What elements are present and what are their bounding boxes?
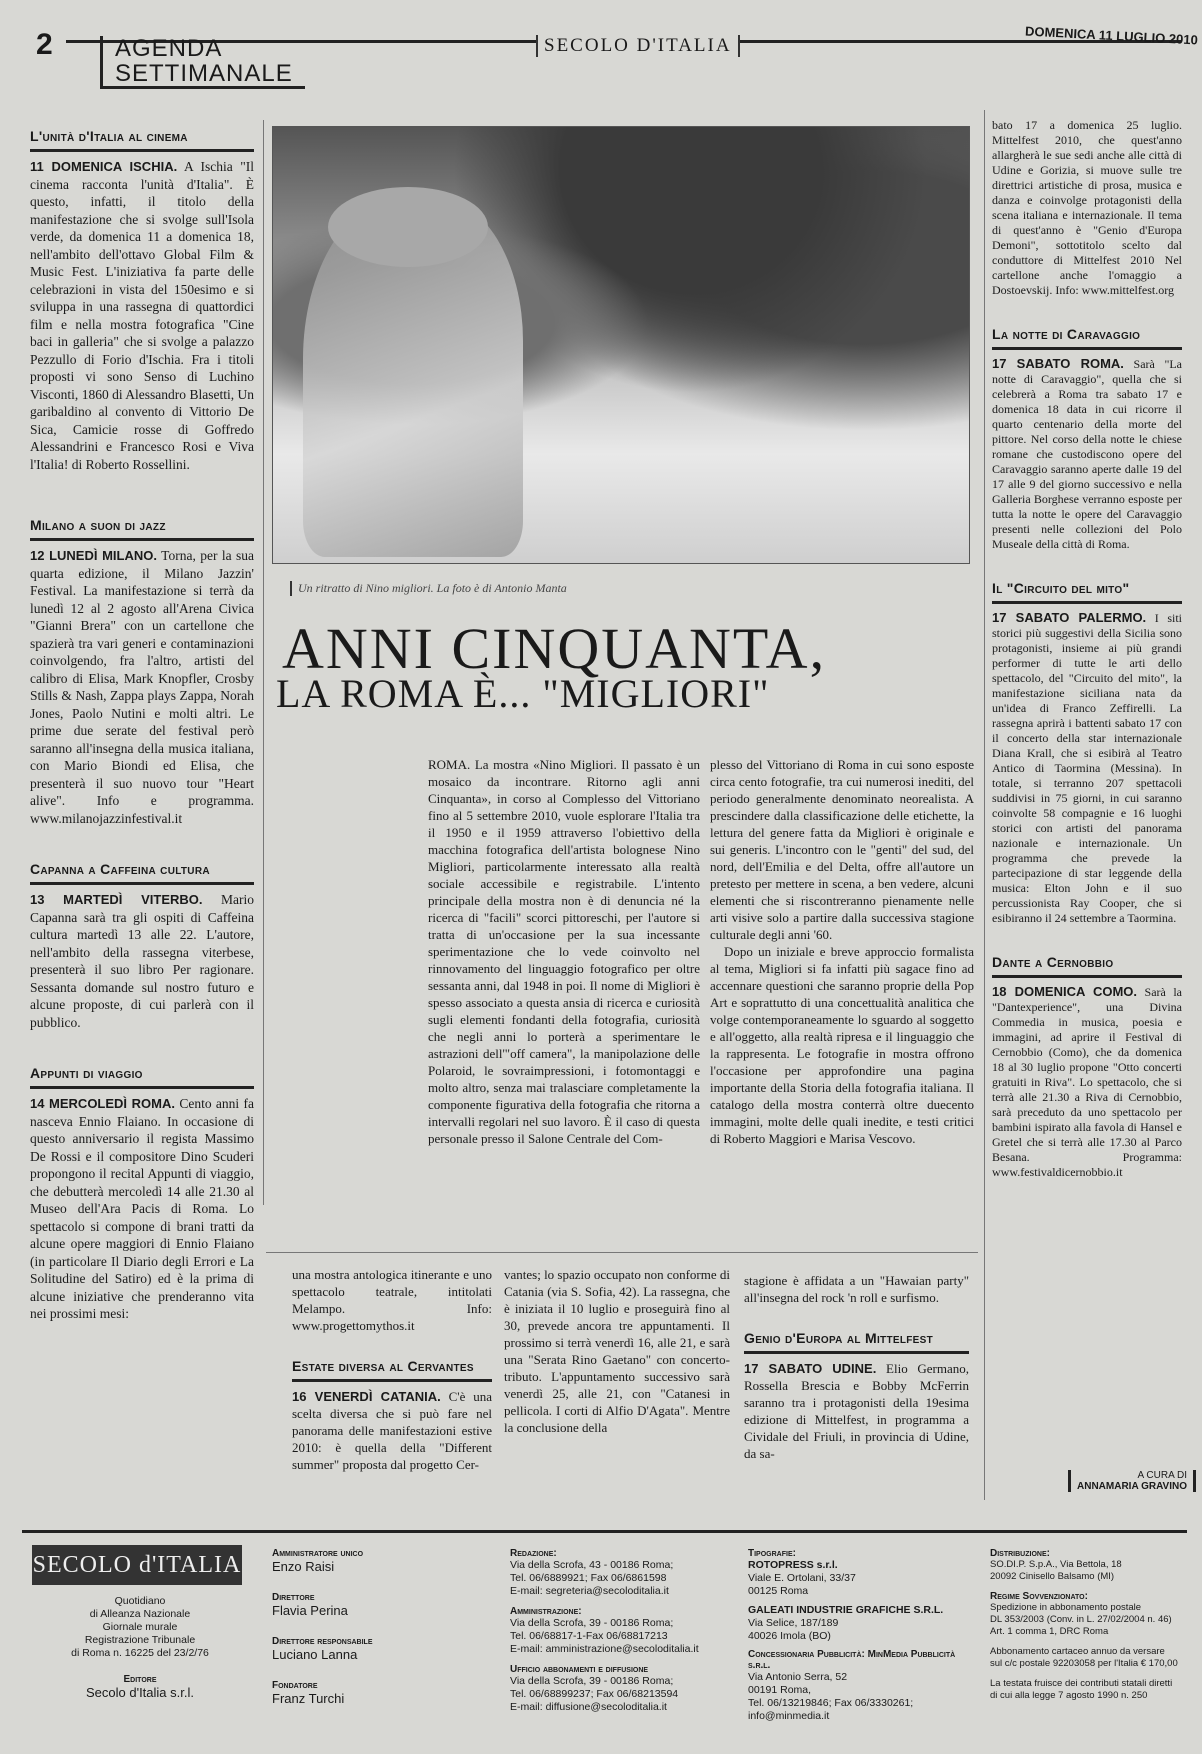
news-lead: 18 DOMENICA COMO. — [992, 984, 1138, 999]
article-paragraph: Dopo un iniziale e breve approccio formalista al tema, Migliori si fa infatti più sagace fino ad accennare questioni che saranno proprie della Pop Art e soprattutto di una concettualità analitica che volge contemporaneamente lo sguardo al soggetto e all'oggetto, alla realtà ripresa e il linguaggio che la rappresenta. Le fotografie in mostra offrono l'occasione per approfondire una pagina importante della Storia della fotografia italiana. Il catalogo della mostra conterrà oltre duecento immagini, molte delle quali inedite, e testi critici di Roberto Maggiori e Marisa Vescovo. — [710, 944, 974, 1146]
news-lead: 17 SABATO UDINE. — [744, 1361, 877, 1376]
article-paragraph: plesso del Vittoriano di Roma in cui sono esposte circa cento fotografie, tra cui numerosi inediti, del periodo generalmente denominato neorealista. A prescindere dalla classificazione delle etichette, la lettura del genere fatta da Migliori è originale e sui generis. L'incontro con le "genti" del sud, del nord, dell'Emilia e del Delta, offre all'autore un pretesto per mettere in scena, a ben vedere, alcuni elementi che si riscontreranno pienamente nelle arti visive solo a partire dalla successiva stagione culturale degli anni '60. — [710, 757, 974, 942]
news-lead: 16 VENERDÌ CATANIA. — [292, 1389, 441, 1404]
distribution — [990, 1548, 1190, 1702]
info-heading: Editore — [123, 1674, 157, 1685]
news-body — [30, 158, 254, 473]
info-value: Secolo d'Italia s.r.l. — [86, 1685, 194, 1700]
publication-info — [60, 1595, 220, 1700]
title-rule — [992, 601, 1182, 604]
news-title: Estate diversa al Cervantes — [292, 1358, 474, 1374]
article-photo — [272, 126, 970, 564]
byline-label: A CURA DI — [1137, 1470, 1187, 1481]
news-text: Elio Germano, Rossella Brescia e Bobby McFerrin saranno tra i protagonisti della 19esima edizione di Mittelfest, in programma a Cividale del Friuli, in provincia di Udine, da sa- — [744, 1361, 970, 1461]
staff-role: Direttore responsabile — [272, 1636, 373, 1647]
staff-name: Enzo Raisi — [272, 1559, 335, 1574]
printer-line: Viale E. Ortolani, 33/37 — [748, 1572, 856, 1584]
contact-heading: Ufficio abbonamenti e diffusione — [510, 1664, 649, 1675]
news-body — [992, 984, 1182, 1180]
dist-line: DL 353/2003 (Conv. in L. 27/02/2004 n. 46) — [990, 1614, 1172, 1625]
news-title: La notte di Caravaggio — [992, 326, 1141, 342]
contact-line: E-mail: segreteria@secoloditalia.it — [510, 1585, 669, 1597]
byline-box — [1068, 1470, 1196, 1492]
news-lead: 14 MERCOLEDÌ ROMA. — [30, 1096, 175, 1111]
title-rule — [30, 149, 254, 152]
news-item — [30, 517, 254, 827]
staff-role: Amministratore unico — [272, 1548, 364, 1559]
contact-line: Via della Scrofa, 43 - 00186 Roma; — [510, 1559, 674, 1571]
news-body — [30, 547, 254, 827]
dist-heading: Regime Sovvenzionato: — [990, 1591, 1088, 1602]
title-rule — [744, 1351, 969, 1354]
news-item — [30, 1065, 254, 1323]
news-text: stagione è affidata a un "Hawaian party" all'insegna del rock 'n roll e surfismo. — [744, 1273, 969, 1305]
staff-name: Flavia Perina — [272, 1603, 348, 1618]
section-title-line1: AGENDA — [115, 35, 223, 62]
printers — [748, 1548, 968, 1723]
section-title-line2: SETTIMANALE — [115, 60, 293, 87]
news-text: Cento anni fa nasceva Ennio Flaiano. In occasione di questo anniversario il regista Massimo De Rossi e il compositore Dino Scuderi propongono il recital Appunti di viaggio, che debutterà mercoledì 14 alle 21.30 al Museo dell'Ara Pacis di Roma. Lo spettacolo si compone di brani tratti da alcune opere maggiori di Ennio Flaiano (in particolare Il Diario degli Errori e La Solitudine del Satiro) ed è la prima di alcune iniziative che prenderanno vita nei prossimi mesi: — [30, 1096, 255, 1321]
news-lead: 11 DOMENICA ISCHIA. — [30, 159, 178, 174]
dist-line: La testata fruisce dei contributi statali diretti — [990, 1678, 1173, 1689]
news-title: Genio d'Europa al Mittelfest — [744, 1330, 933, 1346]
column-divider — [984, 110, 985, 1500]
news-item — [30, 128, 254, 473]
title-rule — [30, 882, 254, 885]
contacts — [510, 1548, 735, 1714]
news-item — [30, 861, 254, 1031]
news-lead: 17 SABATO PALERMO. — [992, 610, 1147, 625]
dist-line: sul c/c postale 92203058 per l'Italia € 170,00 — [990, 1658, 1178, 1669]
headline-line1: ANNI CINQUANTA, — [282, 616, 827, 681]
staff-list — [272, 1548, 472, 1706]
staff-role: Fondatore — [272, 1680, 318, 1691]
bottom-column-1 — [292, 1266, 492, 1473]
dist-line: di cui alla legge 7 agosto 1990 n. 250 — [990, 1690, 1148, 1701]
news-text: bato 17 a domenica 25 luglio. Mittelfest 2010, che quest'anno allargherà le sue sedi anche alle città di Udine e Gorizia, si muove sulle tre direttrici artistiche di prosa, musica e danza e coinvolge protagonisti della scena italiana e internazionale. Il tema di quest'anno è "Genio d'Europa Demoni", sottotitolo scelto dal conduttore di Mittelfest 2010 Nel cartellone anche l'omaggio a Dostoevskij. Info: www.mittelfest.org — [992, 118, 1182, 297]
byline-author: ANNAMARIA GRAVINO — [1077, 1481, 1187, 1492]
printer-line: Tel. 06/13219846; Fax 06/3330261; — [748, 1697, 914, 1709]
staff-name: Luciano Lanna — [272, 1647, 358, 1662]
contact-line: E-mail: amministrazione@secoloditalia.it — [510, 1643, 699, 1655]
headline-line2: LA ROMA È... "MIGLIORI" — [276, 671, 770, 716]
info-line: Giornale murale — [102, 1621, 178, 1633]
dist-line: SO.DI.P. S.p.A., Via Bettola, 18 — [990, 1559, 1122, 1570]
news-body — [292, 1388, 492, 1473]
news-text: una mostra antologica itinerante e uno spettacolo teatrale, intitolati Melampo. Info: www.progettomythos.it — [292, 1267, 492, 1333]
footer-logo: SECOLO d'ITALIA — [32, 1545, 242, 1585]
news-title: Dante a Cernobbio — [992, 954, 1114, 970]
bottom-column-2: vantes; lo spazio occupato non conforme di Catania (via S. Sofia, 42). La rassegna, che è iniziata il 10 luglio e proseguirà fino al 30, prevede ancora tre appuntamenti. Il prossimo si terrà venerdì 16, alle 21, e sarà una "Serata Rino Gaetano" con concerto-tributo. L'appuntamento successivo sarà venerdì 25, alle 21, con "Catanesi in pellicola. I corti di Alfio D'Agata". Mentre la conclusione della — [504, 1267, 730, 1435]
news-body — [744, 1360, 969, 1462]
contact-line: E-mail: diffusione@secoloditalia.it — [510, 1701, 667, 1713]
column-divider — [263, 120, 264, 1205]
news-title: Milano a suon di jazz — [30, 517, 166, 533]
contact-line: Tel. 06/68899237; Fax 06/68213594 — [510, 1688, 679, 1700]
printer-heading: Concessionaria Pubblicità: MinMedia Pubblicità s.r.l. — [748, 1649, 956, 1671]
news-text: Sarà la "Dantexperience", una Divina Commedia in musica, poesia e immagini, ad aprire il Festival di Cernobbio (Como), che da domenica 18 al 30 luglio propone "Otto concerti gratuiti in Riva". Lo spettacolo, che si terrà alle 21.30 a Riva di Cernobbio, sarà preceduto da uno spettacolo per bambini ispirato alla favola di Hansel e Gretel che si terrà alle 17.30 al Parco Besana. Programma: www.festivaldicernobbio.it — [992, 985, 1183, 1179]
contact-line: Via della Scrofa, 39 - 00186 Roma; — [510, 1617, 674, 1629]
dist-heading: Distribuzione: — [990, 1548, 1050, 1559]
info-line: di Roma n. 16225 del 23/2/76 — [71, 1647, 209, 1659]
news-lead: 13 MARTEDÌ VITERBO. — [30, 892, 203, 907]
article-column-2 — [710, 756, 974, 1147]
dist-line: Abbonamento cartaceo annuo da versare — [990, 1646, 1165, 1657]
section-title — [100, 36, 305, 89]
contact-line: Tel. 06/6889921; Fax 06/6861598 — [510, 1572, 667, 1584]
article-column-1: ROMA. La mostra «Nino Migliori. Il passato è un mosaico da incontrare. Ritorno agli anni Cinquanta», in corso al Complesso del Vittoriano fino al 5 settembre 2010, vuole esplorare l'Italia tra il 1950 e il 1959 attraverso l'obiettivo della macchina fotografica dell'artista bolognese Nino Migliori, particolarmente interessato alla realtà sociale accessibile e registrabile. L'intento principale della mostra non è di denuncia né la ricerca di "facili" scorci pittoreschi, per l'autore si tratta di un'occasione per la sua incessante sperimentazione che lo vede coinvolto nel rinnovamento del linguaggio fotografico per oltre sessanta anni, dal 1948 in poi. Il nome di Migliori è spesso associato a questa ansia di ricerca e curiosità sugli elementi fondanti della fotografia, curiosità che negli anni lo porterà a sperimentare le astrazioni dell'"off camera", la manipolazione delle Polaroid, le sovraimpressioni, i fotomontaggi e molto altro, senza mai tralasciare completamente la componente figurativa della fotografia che ritorna a intervalli regolari nel suo lavoro. È il caso di questa personale presso il Salone Centrale del Com- — [428, 757, 700, 1146]
printer-line: info@minmedia.it — [748, 1710, 830, 1722]
contact-line: Tel. 06/68817-1-Fax 06/68817213 — [510, 1630, 668, 1642]
title-rule — [30, 538, 254, 541]
info-line: Quotidiano — [114, 1595, 166, 1607]
news-body — [992, 610, 1182, 926]
news-body — [30, 891, 254, 1031]
news-body — [992, 356, 1182, 552]
printer-line: Via Selice, 187/189 — [748, 1617, 839, 1629]
bottom-column-3 — [744, 1272, 969, 1462]
title-rule — [992, 347, 1182, 350]
printer-line: 00125 Roma — [748, 1585, 809, 1597]
printer-line: 40026 Imola (BO) — [748, 1630, 831, 1642]
news-body — [30, 1095, 254, 1323]
news-lead: 17 SABATO ROMA. — [992, 356, 1124, 371]
right-column — [992, 118, 1182, 1180]
dist-line: 20092 Cinisello Balsamo (MI) — [990, 1571, 1115, 1582]
left-column — [30, 128, 254, 1323]
news-title: Appunti di viaggio — [30, 1065, 143, 1081]
info-line: di Alleanza Nazionale — [89, 1608, 191, 1620]
news-text: Mario Capanna sarà tra gli ospiti di Caffeina cultura martedì 13 alle 22. L'autore, nell'ambito della rassegna viterbese, presenterà il suo libro Per ragionare. Sessanta domande sul nostro futuro e alcune proposte, di cui parlerà con il pubblico. — [30, 892, 254, 1030]
photo-caption: Un ritratto di Nino migliori. La foto è di Antonio Manta — [290, 581, 567, 596]
title-rule — [992, 975, 1182, 978]
title-rule — [292, 1379, 492, 1382]
section-divider — [266, 1252, 978, 1253]
printer-line: 00191 Roma, — [748, 1684, 812, 1696]
photo-hat — [328, 187, 488, 267]
news-text: Torna, per la sua quarta edizione, il Milano Jazzin' Festival. La manifestazione si terrà da lunedì 12 al 2 agosto all'Arena Civica "Gianni Brera" con un cartellone che spazierà tra vari generi e contaminazioni coinvolgendo, fra l'altro, artisti del calibro di Elisa, Mark Knopfler, Crosby Stills & Nash, Zappa plays Zappa, Norah Jones, Paolo Nutini e molti altri. Le prime due serate del festival però saranno all'insegna della musica italiana, con Mario Biondi ed Elisa, che presenterà il suo nuovo tour "Heart alive". Info e programma. www.milanojazzinfestival.it — [30, 548, 254, 826]
printer-heading: Tipografie: — [748, 1548, 796, 1559]
contact-heading: Amministrazione: — [510, 1606, 582, 1617]
title-rule — [30, 1086, 254, 1089]
masthead: SECOLO D'ITALIA — [536, 35, 740, 57]
news-title: Il "Circuito del mito" — [992, 580, 1130, 596]
news-text: A Ischia "Il cinema racconta l'unità d'Italia". È questo, infatti, il titolo della manifestazione che si svolge sull'Isola verde, da domenica 11 a domenica 18, nell'ambito dell'ottavo Global Film & Music Fest. L'iniziativa fa parte delle celebrazioni in vista del 150esimo e si sviluppa in una rassegna di quattordici film e nella mostra fotografica "Cine baci in galleria" che si svolge a palazzo Pezzullo di Forio d'Ischia. Fra i titoli proposti vi sono Senso di Luchino Visconti, 1860 di Alessandro Blasetti, Un garibaldino al convento di Vittorio De Sica, Camicie rosse di Goffredo Alessandrini e Francesco Rosi e Viva l'Italia! di Roberto Rossellini. — [30, 159, 254, 472]
staff-role: Direttore — [272, 1592, 315, 1603]
news-lead: 12 LUNEDÌ MILANO. — [30, 548, 157, 563]
news-title: Capanna a Caffeina cultura — [30, 861, 210, 877]
news-text: I siti storici più suggestivi della Sicilia sono protagonisti, insieme ai più grandi performer di tutte le arti dello spettacolo, del "Circuito del mito", la manifestazione siciliana nata da un'idea di Franco Zeffirelli. La rassegna aprirà i battenti sabato 17 con il concerto della star internazionale Diana Krall, che si esibirà al Teatro Antico di Taormina (Messina). In totale, si terranno 207 spettacoli suddivisi in 75 giorni, in cui saranno coinvolte 58 compagnie e 16 luoghi storici con artisti del panorama nazionale e internazionale. Un programma che prevede la partecipazione di star leggende della musica: Elton John e il suo percussionista Ray Cooper, che si esibiranno il 24 settembre a Taormina. — [992, 611, 1182, 925]
contact-heading: Redazione: — [510, 1548, 557, 1559]
dateline: DOMENICA 11 LUGLIO 2010 — [1024, 23, 1199, 48]
printer-line: Via Antonio Serra, 52 — [748, 1671, 848, 1683]
dist-line: Spedizione in abbonamento postale — [990, 1602, 1142, 1613]
staff-name: Franz Turchi — [272, 1691, 345, 1706]
dist-line: Art. 1 comma 1, DRC Roma — [990, 1626, 1109, 1637]
news-text: C'è una scelta diversa che si può fare nel panorama delle manifestazioni estive 2010: è quella della "Different summer" proposta dal progetto Cer- — [292, 1389, 492, 1472]
news-title: L'unità d'Italia al cinema — [30, 128, 188, 144]
info-line: Registrazione Tribunale — [84, 1634, 196, 1646]
page-number: 2 — [36, 28, 53, 61]
news-text: Sarà "La notte di Caravaggio", quella che si celebrerà a Roma tra sabato 17 e domenica 18 data in cui ricorre il quarto centenario della morte del pittore. Nel corso della notte le chiese romane che custodiscono opere del Caravaggio saranno aperte dalle 19 del 17 alle 9 del giorno successivo e nella Galleria Borghese verranno esposte per tutta la notte le opere del Caravaggio presenti nelle collezioni del Polo Museale della città di Roma. — [992, 357, 1182, 551]
printer-line: GALEATI INDUSTRIE GRAFICHE S.R.L. — [748, 1604, 944, 1616]
printer-line: ROTOPRESS s.r.l. — [748, 1559, 838, 1571]
contact-line: Via della Scrofa, 39 - 00186 Roma; — [510, 1675, 674, 1687]
